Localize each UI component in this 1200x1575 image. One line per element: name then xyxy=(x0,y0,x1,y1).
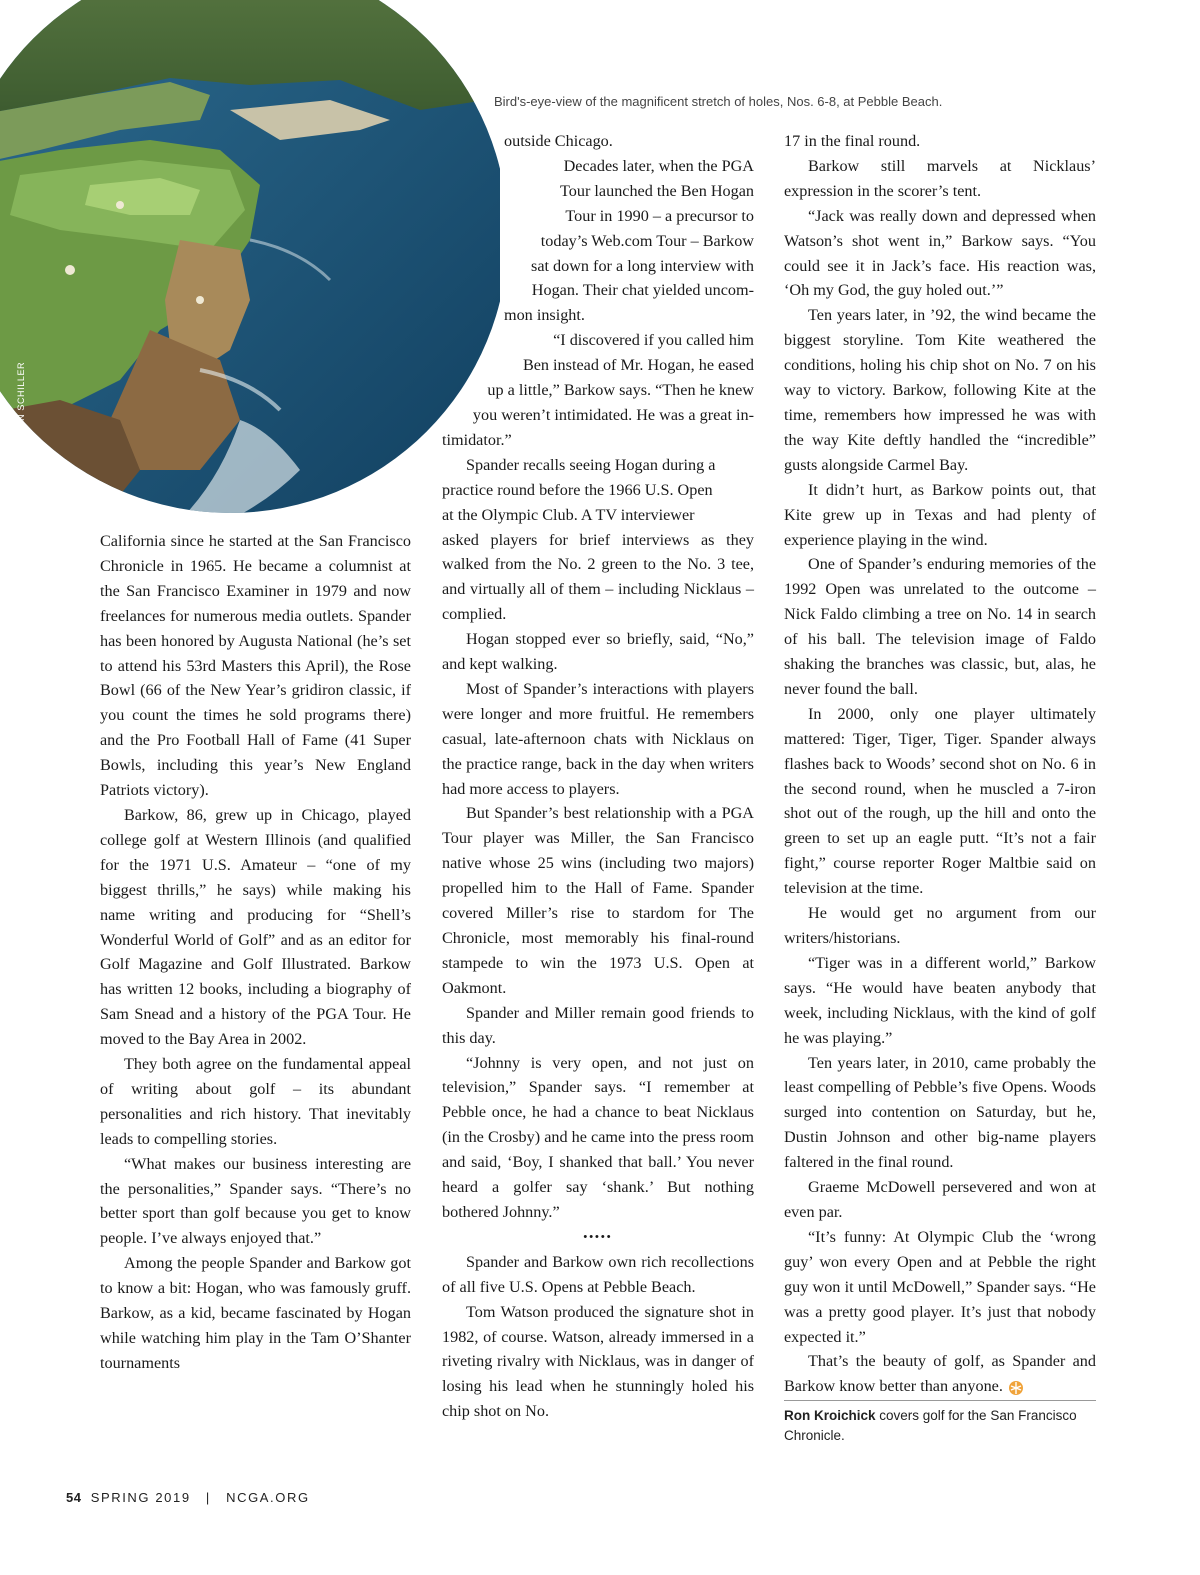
paragraph: It didn’t hurt, as Barkow points out, that Kite grew up in Texas and had plenty of experience playing in the wind. xyxy=(784,480,1096,549)
text-line: Tour launched the Ben Hogan xyxy=(560,181,754,200)
aerial-photo xyxy=(0,0,500,515)
text-line: Tour in 1990 – a precursor to xyxy=(565,206,754,225)
paragraph: Barkow still marvels at Nicklaus’ expression in the scorer’s tent. xyxy=(784,156,1096,200)
paragraph: “It’s funny: At Olympic Club the ‘wrong guy’ won every Open and at Pebble the right guy won it until McDowell,” Spander says. “He was a pretty good player. It’s just that nobody expected it.” xyxy=(784,1227,1096,1346)
text-line: timidator.” xyxy=(442,430,512,449)
pebble-beach-aerial-image xyxy=(0,0,500,515)
paragraph: “What makes our business interesting are the personalities,” Spander says. “There’s no better sport than golf because you get to know people. I’ve always enjoyed that.” xyxy=(100,1154,411,1248)
text-line: Hogan. Their chat yielded uncom- xyxy=(531,281,754,300)
paragraph: Spander and Miller remain good friends to this day. xyxy=(442,1003,754,1047)
text-line: at the Olympic Club. A TV interviewer xyxy=(442,505,695,524)
final-paragraph xyxy=(784,1349,1096,1399)
section-divider: ••••• xyxy=(583,1230,613,1243)
paragraph: Most of Spander’s interactions with players were longer and more fruitful. He remembers casual, late-afternoon chats with Nicklaus on the practice range, back in the day when writers had more access to players. xyxy=(442,679,754,798)
paragraph: California since he started at the San Francisco Chronicle in 1965. He became a columnist at the San Francisco Examiner in 1979 and now freelances for numerous media outlets. Spander has been honored by Augusta National (he’s set to attend his 53rd Masters this April), the Rose Bowl (66 of the New Year’s gridiron classic, if you count the times he sold programs there) and the Pro Football Hall of Fame (41 Super Bowls, including this year’s New England Patriots victory). xyxy=(100,532,411,800)
text-line: up a little,” Barkow says. “Then he knew xyxy=(487,381,754,400)
ncga-end-mark-icon xyxy=(1007,1380,1025,1396)
text-line: Spander recalls seeing Hogan during a xyxy=(466,455,716,474)
paragraph: Tom Watson produced the signature shot in 1982, of course. Watson, already immersed in a riveting rivalry with Nicklaus, was in danger of losing his lead when he stunningly holed his chip shot on No. xyxy=(442,1302,754,1421)
final-paragraph-text: That’s the beauty of golf, as Spander and Barkow know better than anyone. xyxy=(784,1352,1096,1396)
photo-credit: EVAN SCHILLER xyxy=(16,361,26,440)
paragraph: Hogan stopped ever so briefly, said, “No,” and kept walking. xyxy=(442,630,754,674)
column-3 xyxy=(784,129,1096,1399)
text-line: outside Chicago. xyxy=(504,132,613,150)
paragraph: Spander and Barkow own rich recollections of all five U.S. Opens at Pebble Beach. xyxy=(442,1252,754,1296)
text-line: Decades later, when the PGA xyxy=(563,156,754,175)
text-line: you weren’t intimidated. He was a great in- xyxy=(472,405,754,424)
paragraph: Graeme McDowell persevered and won at even par. xyxy=(784,1178,1096,1221)
paragraph: 17 in the final round. xyxy=(784,132,921,150)
text-line: “I discovered if you called him xyxy=(553,331,754,350)
author-bio-text: covers golf for the San Francisco Chronicle. xyxy=(784,1408,1077,1443)
site-label: NCGA.ORG xyxy=(226,1490,310,1505)
photo-caption: Bird's-eye-view of the magnificent stretch of holes, Nos. 6-8, at Pebble Beach. xyxy=(494,94,943,109)
paragraph: In 2000, only one player ultimately mattered: Tiger, Tiger, Tiger. Spander always flashes back to Woods’ second shot on No. 6 in the second round, when he muscled a 7-iron shot out of the rough, up the hill and onto the green to set up an eagle putt. “It’s not a fair fight,” course reporter Roger Maltbie said on television at the time. xyxy=(784,704,1096,898)
paragraph: Ten years later, in 2010, came probably the least compelling of Pebble’s five Opens. Woods surged into contention on Saturday, but he, Dustin Johnson and other big-name players faltered in the final round. xyxy=(784,1053,1096,1172)
paragraph: “Johnny is very open, and not just on television,” Spander says. “I remember at Pebble once, he had a chance to beat Nicklaus (in the Crosby) and he came into the press room and said, ‘Boy, I shanked that ball.’ You never heard a golfer say ‘shank.’ But nothing bothered Johnny.” xyxy=(442,1053,754,1221)
paragraph: Ten years later, in ’92, the wind became the biggest storyline. Tom Kite weathered the conditions, holing his chip shot on No. 7 on his way to victory. Barkow, following Kite at the time, remembers how impressed he was with the way Kite deftly handled the “incredible” gusts alongside Carmel Bay. xyxy=(784,306,1096,474)
paragraph: They both agree on the fundamental appeal of writing about golf – its abundant personalities and rich history. That inevitably leads to compelling stories. xyxy=(100,1055,411,1148)
paragraph: Barkow, 86, grew up in Chicago, played college golf at Western Illinois (and qualified for the 1971 U.S. Amateur – “one of my biggest thrills,” he says) while making his name writing and producing for “Shell’s Wonderful World of Golf” and as an editor for Golf Magazine and Golf Illustrated. Barkow has written 12 books, including a biography of Sam Snead and a history of the PGA Tour. He moved to the Bay Area in 2002. xyxy=(100,805,411,1049)
column-2 xyxy=(442,129,754,1424)
text-line: sat down for a long interview with xyxy=(531,256,754,275)
page-number: 54 xyxy=(66,1490,82,1505)
bio-rule xyxy=(784,1400,1096,1401)
paragraph: But Spander’s best relationship with a PGA Tour player was Miller, the San Francisco native whose 25 wins (including two majors) propelled him to the Hall of Fame. Spander covered Miller’s rise to stardom for The Chronicle, most memorably his final-round stampede to win the 1973 U.S. Open at Oakmont. xyxy=(442,804,754,997)
text-line: today’s Web.com Tour – Barkow xyxy=(540,231,754,250)
paragraph: He would get no argument from our writers/historians. xyxy=(784,904,1096,947)
text-line: mon insight. xyxy=(504,306,585,325)
paragraph: “Jack was really down and depressed when Watson’s shot went in,” Barkow says. “You could see it in Jack’s face. His reaction was, ‘Oh my God, the guy holed out.’” xyxy=(784,206,1096,300)
issue-label: SPRING 2019 xyxy=(90,1490,191,1505)
paragraph: Among the people Spander and Barkow got to know a bit: Hogan, who was famously gruff. Barkow, as a kid, became fascinated by Hogan while watching him play in the Tam O’Shanter tournaments xyxy=(100,1254,411,1372)
text-line: Ben instead of Mr. Hogan, he eased xyxy=(522,356,754,375)
footer-separator: | xyxy=(205,1490,211,1505)
paragraph: One of Spander’s enduring memories of the 1992 Open was unrelated to the outcome – Nick Faldo climbing a tree on No. 14 in search of his ball. The television image of Faldo shaking the branches was classic, but, alas, he never found the ball. xyxy=(784,555,1096,698)
paragraph: “Tiger was in a different world,” Barkow says. “He would have beaten anybody that week, including Nicklaus, with the kind of golf he was playing.” xyxy=(784,953,1096,1047)
paragraph: asked players for brief interviews as they walked from the No. 2 green to the No. 3 tee, and virtually all of them – including Nicklaus – complied. xyxy=(442,530,754,624)
page-footer xyxy=(66,1490,310,1505)
author-bio xyxy=(784,1406,1084,1446)
author-name: Ron Kroichick xyxy=(784,1408,876,1423)
column-1 xyxy=(100,529,411,1376)
text-line: practice round before the 1966 U.S. Open xyxy=(442,480,713,499)
